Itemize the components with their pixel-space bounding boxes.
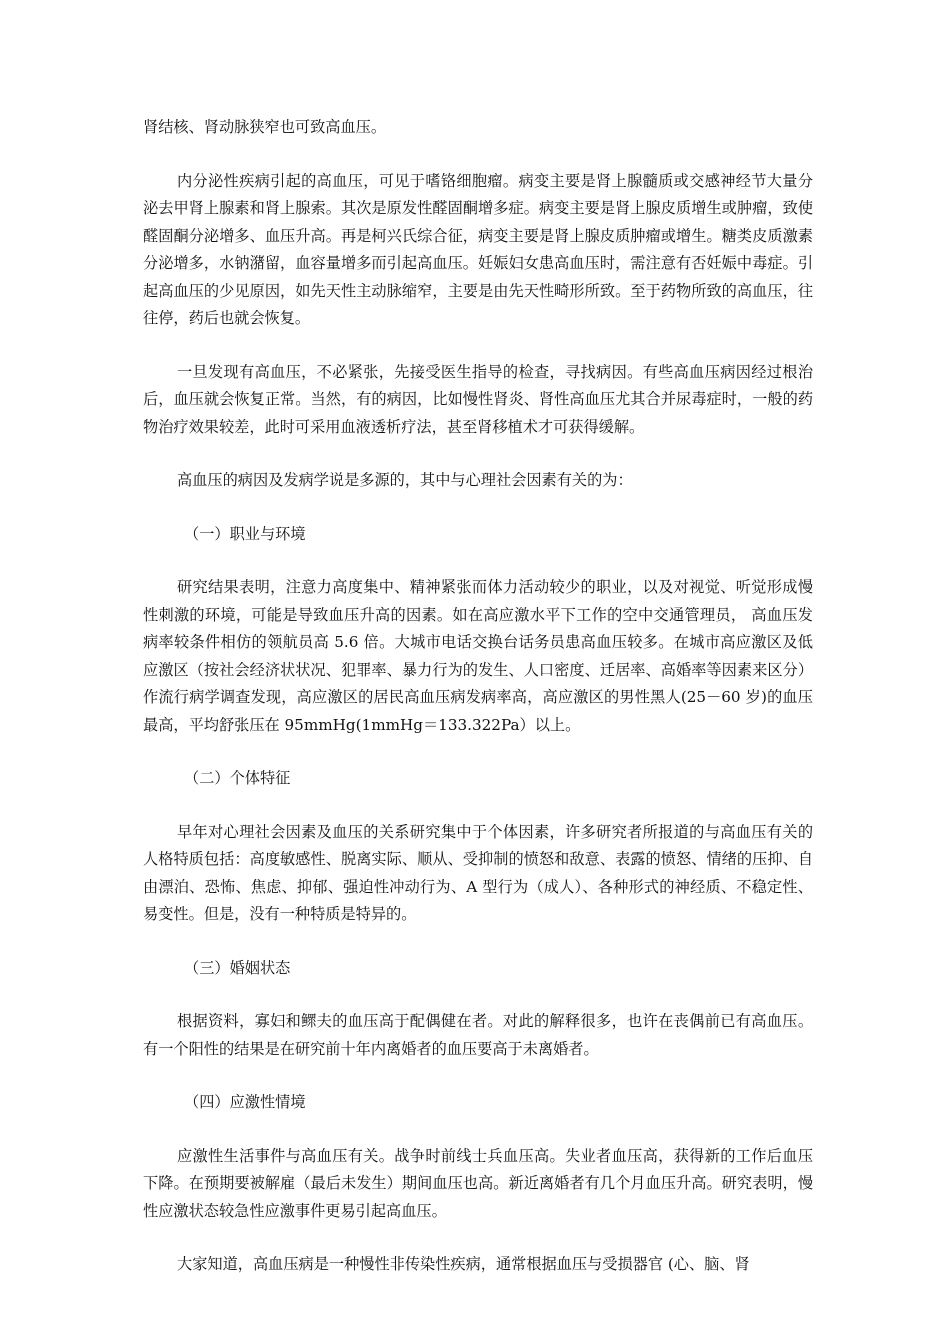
- paragraph-psychosocial-intro: 高血压的病因及发病学说是多源的，其中与心理社会因素有关的为：: [177, 471, 633, 489]
- paragraph-treatment-advice: 一旦发现有高血压，不必紧张，先接受医生指导的检查，寻找病因。有些高血压病因经过根治后，血压就会恢复正常。当然，有的病因，比如慢性肾炎、肾性高血压尤其合并尿毒症时，一般的药物治疗效果较差，此时可采用血液透析疗法，甚至肾移植术才可获得缓解。: [143, 362, 813, 436]
- section-heading-individual-traits: （二）个体特征: [184, 769, 291, 787]
- paragraph-kidney-causes: 肾结核、肾动脉狭窄也可致高血压。: [143, 118, 386, 136]
- paragraph-individual-traits: 早年对心理社会因素及血压的关系研究集中于个体因素，许多研究者所报道的与高血压有关的人格特质包括：高度敏感性、脱离实际、顺从、受抑制的愤怒和敌意、表露的愤怒、情绪的压抑、自由漂泊、恐怖、焦虑、抑郁、强迫性冲动行为、A 型行为（成人）、各种形式的神经质、不稳定性、易变性。但是，没有一种特质是特异的。: [143, 822, 813, 923]
- section-heading-marital-status: （三）婚姻状态: [184, 958, 291, 977]
- paragraph-endocrine-causes: 内分泌性疾病引起的高血压，可见于嗜铬细胞瘤。病变主要是肾上腺髓质或交感神经节大量分泌去甲肾上腺素和肾上腺索。其次是原发性醛固酮增多症。病变主要是肾上腺皮质增生或肿瘤，致使醛固酮分泌增多、血压升高。再是柯兴氏综合征，病变主要是肾上腺皮质肿瘤或增生。糖类皮质激素分泌增多，水钠潴留，血容量增多而引起高血压。妊娠妇女患高血压时，需注意有否妊娠中毒症。引起高血压的少见原因，如先天性主动脉缩窄，主要是由先天性畸形所致。至于药物所致的高血压，往往停，药后也就会恢复。: [143, 171, 813, 327]
- paragraph-stress-situations: 应激性生活事件与高血压有关。战争时前线士兵血压高。失业者血压高，获得新的工作后血压下降。在预期要被解雇（最后未发生）期间血压也高。新近离婚者有几个月血压升高。研究表明，慢性应激状态较急性应激事件更易引起高血压。: [143, 1146, 813, 1220]
- document-body: [143, 114, 813, 1305]
- paragraph-marital-status: 根据资料，寡妇和鳏夫的血压高于配偶健在者。对此的解释很多，也许在丧偶前已有高血压。有一个阳性的结果是在研究前十年内离婚者的血压要高于未离婚者。: [143, 1012, 813, 1058]
- paragraph-occupation-environment: 研究结果表明，注意力高度集中、精神紧张而体力活动较少的职业，以及对视觉、听觉形成慢性刺激的环境，可能是导致血压升高的因素。如在高应激水平下工作的空中交通管理员， 高血压发病率较条件相仿的领航员高 5.6 倍。大城市电话交换台话务员患高血压较多。在城市高应激区及低应激区（按社会经济状状况、犯罪率、暴力行为的发生、人口密度、迁居率、高婚率等因素来区分）作流行病学调查发现，高应激区的居民高血压病发病率高，高应激区的男性黑人(25－60 岁)的血压最高，平均舒张压在 95mmHg(1mmHg＝133.322Pa）以上。: [143, 578, 813, 734]
- section-heading-occupation: （一）职业与环境: [184, 524, 306, 543]
- section-heading-stress-situations: （四）应激性情境: [184, 1093, 306, 1111]
- paragraph-chronic-disease-intro: 大家知道，高血压病是一种慢性非传染性疾病，通常根据血压与受损器官 (心、脑、肾: [177, 1255, 750, 1273]
